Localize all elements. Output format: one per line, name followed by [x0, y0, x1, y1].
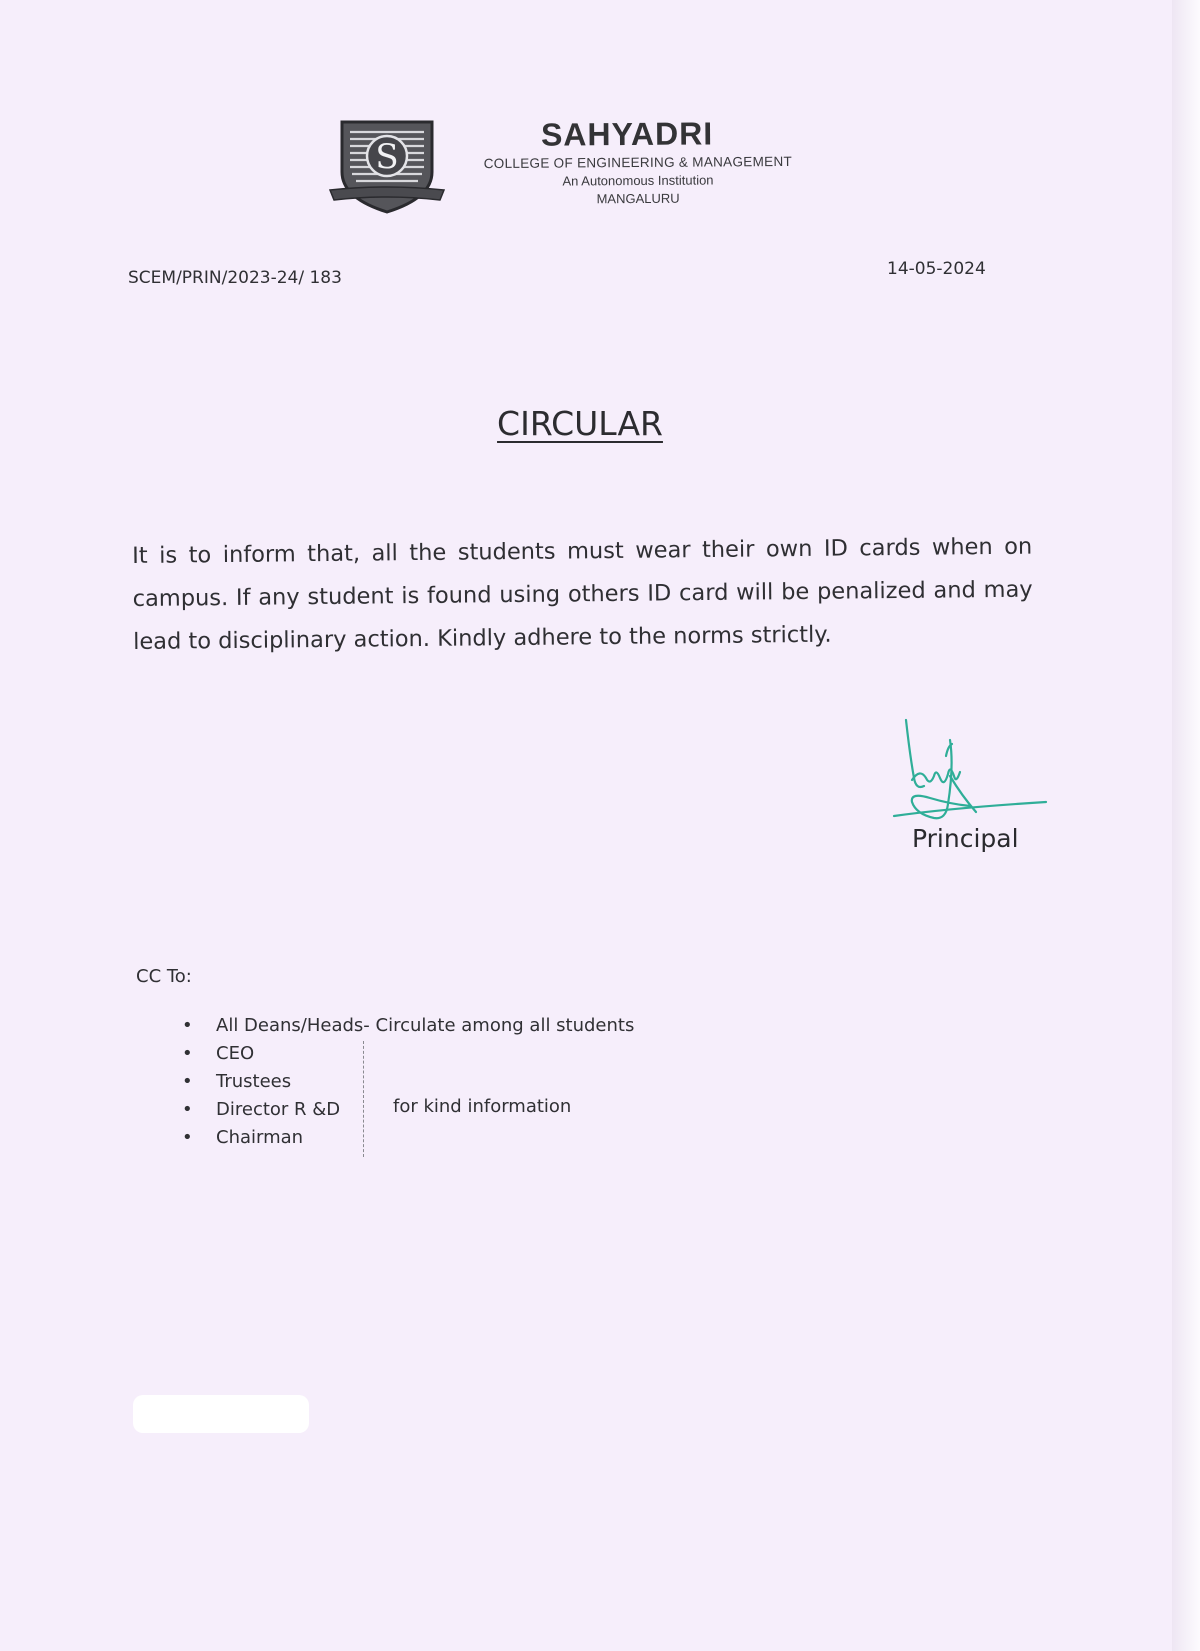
bullet-icon: • — [182, 1099, 193, 1120]
cc-recipient: • Chairman — [180, 1124, 634, 1152]
bullet-icon: • — [182, 1043, 193, 1064]
bullet-icon: • — [182, 1015, 193, 1036]
reference-number: SCEM/PRIN/2023-24/ 183 — [128, 268, 342, 288]
institution-name: SAHYADRI — [540, 115, 714, 153]
cc-label: CC To: — [136, 966, 192, 987]
cc-recipient: • Director R &D — [180, 1096, 634, 1124]
bullet-icon: • — [182, 1071, 193, 1092]
institution-details — [450, 153, 826, 210]
svg-text:S: S — [375, 137, 399, 177]
paper-edge — [1172, 0, 1200, 1651]
page-title: CIRCULAR — [497, 404, 663, 443]
cc-recipient: • Trustees — [180, 1068, 634, 1096]
circular-body: It is to inform that, all the students must wear their own ID cards when on campus. If any student is found using others ID card will be penalized and may lead to disciplinary action. Kindly adhere to the norms strictly. — [132, 533, 1033, 655]
institution-subtitle: COLLEGE OF ENGINEERING & MANAGEMENT — [483, 153, 793, 172]
institution-city: MANGALURU — [596, 190, 680, 207]
issue-date: 14-05-2024 — [887, 259, 986, 279]
institution-status: An Autonomous Institution — [562, 172, 714, 189]
handwritten-signature-icon — [890, 716, 1060, 836]
cc-group-note: for kind information — [393, 1096, 572, 1117]
grouping-bracket — [355, 1041, 364, 1157]
letterhead — [328, 116, 828, 216]
cc-recipient-list — [180, 1012, 634, 1152]
bullet-icon: • — [182, 1127, 193, 1148]
cc-recipient: • All Deans/Heads- Circulate among all students — [180, 1012, 634, 1040]
redaction-patch — [133, 1395, 309, 1433]
signatory-title: Principal — [912, 824, 1019, 853]
cc-recipient: • CEO — [180, 1040, 634, 1068]
sahyadri-crest-icon — [328, 116, 446, 216]
